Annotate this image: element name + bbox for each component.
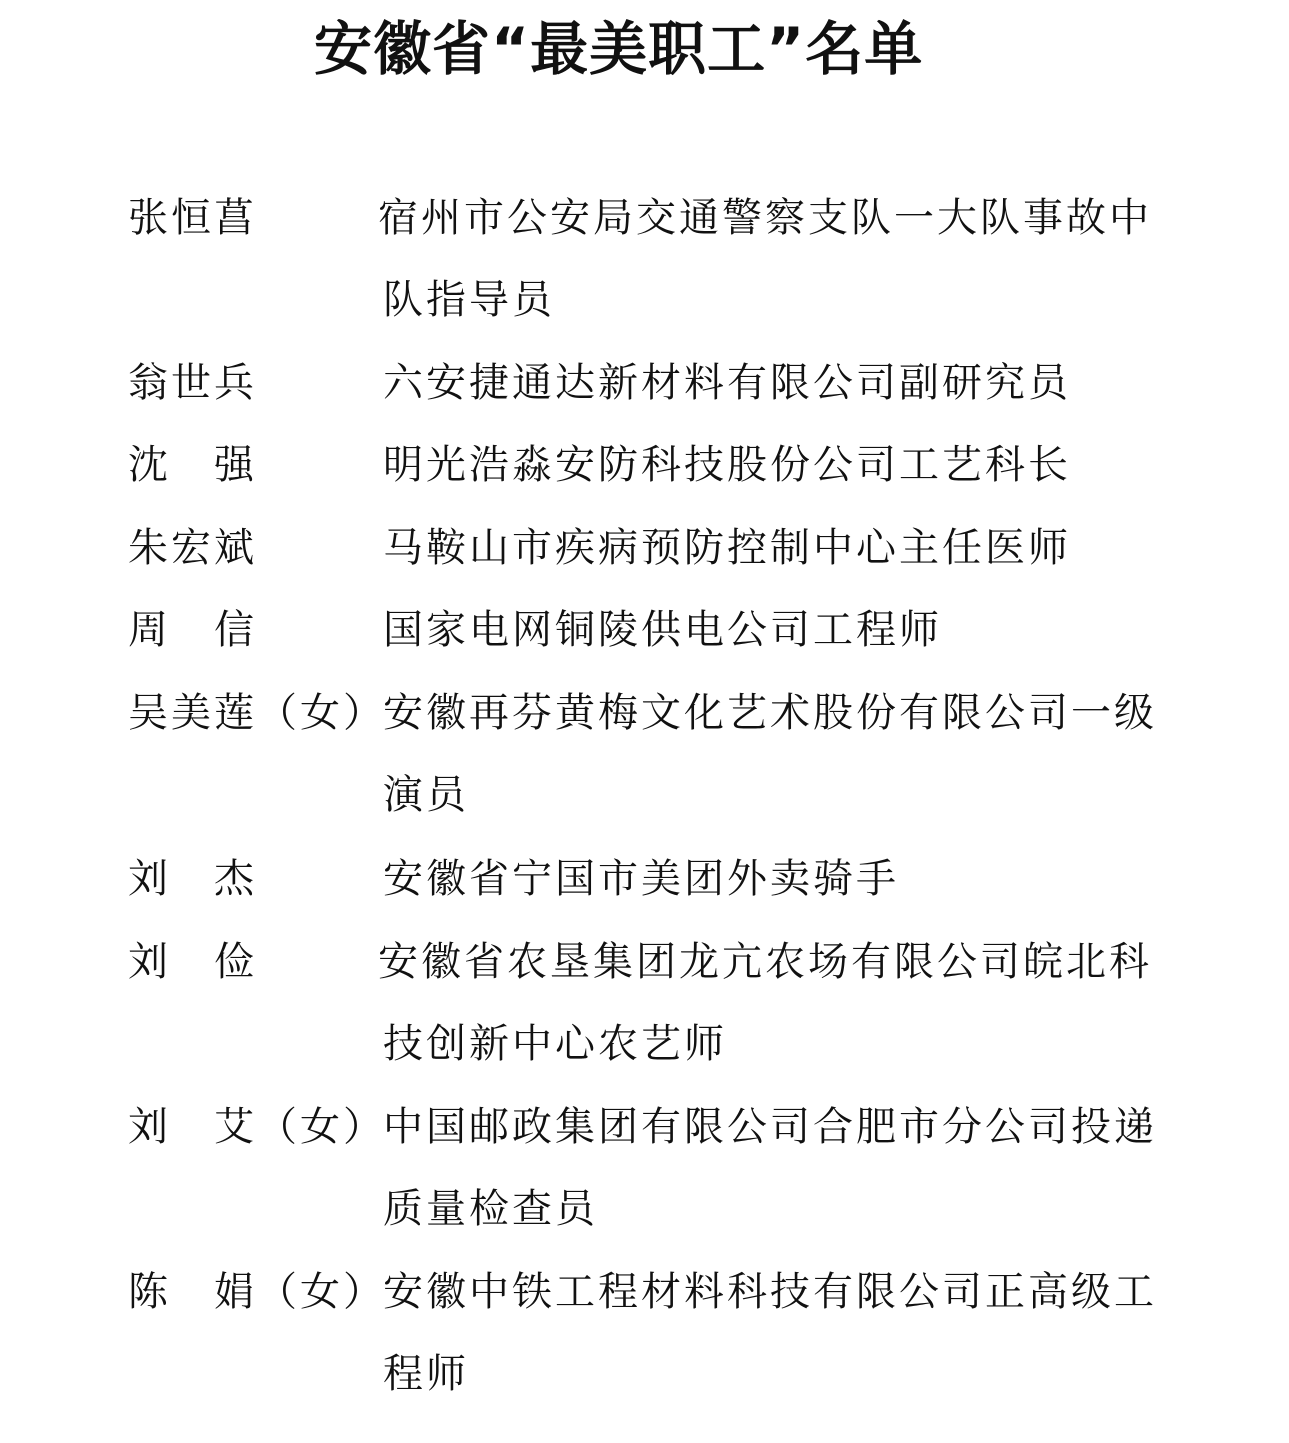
list-item — [0, 685, 1289, 818]
honoree-name: 朱宏斌 — [128, 525, 257, 571]
honoree-title: 国家电网铜陵供电公司工程师 — [383, 607, 942, 653]
honoree-name: 张恒菖 — [128, 195, 257, 241]
honoree-title-continued: 队指导员 — [383, 277, 555, 323]
honoree-title-continued: 程师 — [383, 1351, 469, 1397]
honoree-title: 宿州市公安局交通警察支队一大队事故中 — [378, 195, 1152, 241]
list-item — [0, 190, 1289, 323]
page-title: 安徽省“最美职工”名单 — [314, 15, 924, 83]
honoree-name: 刘 杰 — [128, 856, 257, 902]
list-item — [0, 1099, 1289, 1232]
list-item — [0, 934, 1289, 1067]
honoree-name: 刘 艾（女） — [128, 1104, 386, 1150]
list-item — [0, 602, 1289, 682]
honoree-name: 周 信 — [128, 607, 257, 653]
honoree-name: 陈 娟（女） — [128, 1269, 386, 1315]
honoree-title: 中国邮政集团有限公司合肥市分公司投递 — [383, 1104, 1157, 1150]
list-item — [0, 355, 1289, 435]
list-item — [0, 520, 1289, 600]
honoree-title-continued: 演员 — [383, 772, 469, 818]
honoree-title: 安徽中铁工程材料科技有限公司正高级工 — [383, 1269, 1157, 1315]
honoree-title: 安徽省农垦集团龙亢农场有限公司皖北科 — [378, 939, 1152, 985]
honoree-title-continued: 质量检查员 — [383, 1186, 598, 1232]
honoree-title: 安徽省宁国市美团外卖骑手 — [383, 856, 899, 902]
honoree-name: 沈 强 — [128, 442, 257, 488]
list-item — [0, 437, 1289, 517]
honoree-title: 马鞍山市疾病预防控制中心主任医师 — [383, 525, 1071, 571]
honoree-title: 安徽再芬黄梅文化艺术股份有限公司一级 — [383, 690, 1157, 736]
honoree-title-continued: 技创新中心农艺师 — [383, 1021, 727, 1067]
honoree-title: 六安捷通达新材料有限公司副研究员 — [383, 360, 1071, 406]
honoree-name: 吴美莲（女） — [128, 690, 386, 736]
honoree-name: 翁世兵 — [128, 360, 257, 406]
list-item — [0, 851, 1289, 931]
honoree-title: 明光浩淼安防科技股份公司工艺科长 — [383, 442, 1071, 488]
honoree-name: 刘 俭 — [128, 939, 257, 985]
list-item — [0, 1264, 1289, 1397]
